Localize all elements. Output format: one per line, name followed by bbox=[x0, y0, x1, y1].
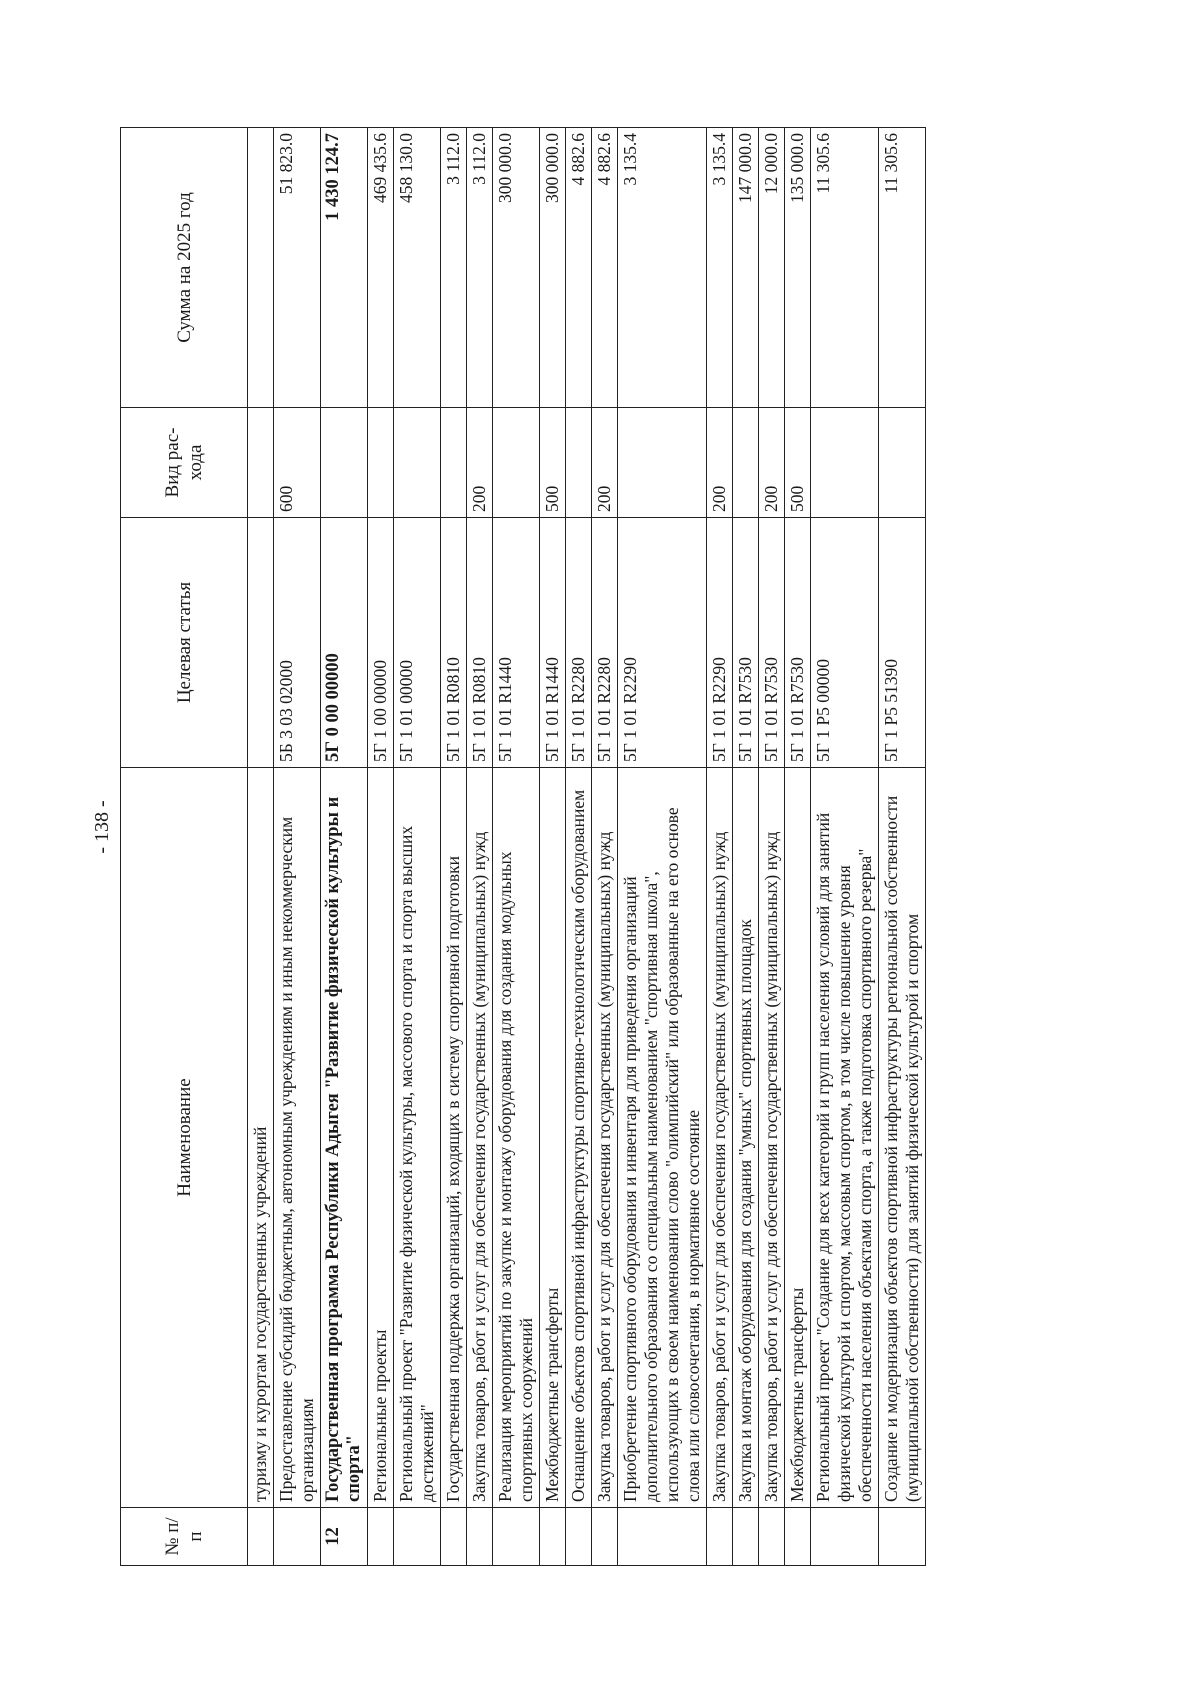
table-row bbox=[441, 128, 467, 1566]
cell-vid bbox=[879, 408, 926, 518]
cell-num bbox=[733, 1508, 759, 1566]
cell-num bbox=[759, 1508, 785, 1566]
table-row bbox=[540, 128, 566, 1566]
cell-name: Закупка товаров, работ и услуг для обеспечения государственных (муниципальных) нужд bbox=[592, 768, 618, 1508]
cell-code: 5Г 1 01 R7530 bbox=[733, 518, 759, 768]
cell-num bbox=[540, 1508, 566, 1566]
cell-name: Приобретение спортивного оборудования и инвентаря для приведения организаций дополнительного образования со специальным наименованием "спортивная школа", использующих в своем наименовании слово "олимпийский" или образованные на его основе слова или словосочетания, в нормативное состояние bbox=[618, 768, 707, 1508]
cell-amount: 12 000.0 bbox=[759, 128, 785, 408]
cell-name: Закупка товаров, работ и услуг для обеспечения государственных (муниципальных) нужд bbox=[707, 768, 733, 1508]
cell-num bbox=[493, 1508, 540, 1566]
table-row bbox=[592, 128, 618, 1566]
cell-name: Межбюджетные трансферты bbox=[785, 768, 811, 1508]
cell-vid bbox=[618, 408, 707, 518]
cell-vid: 200 bbox=[759, 408, 785, 518]
cell-vid bbox=[368, 408, 394, 518]
cell-name: Государственная программа Республики Адыгея "Развитие физической культуры и спорта" bbox=[321, 768, 368, 1508]
cell-name: Закупка товаров, работ и услуг для обеспечения государственных (муниципальных) нужд bbox=[759, 768, 785, 1508]
cell-num bbox=[592, 1508, 618, 1566]
cell-vid bbox=[248, 408, 274, 518]
cell-vid: 200 bbox=[707, 408, 733, 518]
table-row bbox=[707, 128, 733, 1566]
cell-num bbox=[566, 1508, 592, 1566]
cell-num bbox=[394, 1508, 441, 1566]
header-num: № п/п bbox=[121, 1508, 248, 1566]
cell-amount: 135 000.0 bbox=[785, 128, 811, 408]
cell-amount: 3 135.4 bbox=[618, 128, 707, 408]
cell-name: туризму и курортам государственных учреждений bbox=[248, 768, 274, 1508]
cell-code: 5Г 1 01 R0810 bbox=[441, 518, 467, 768]
table-row bbox=[733, 128, 759, 1566]
cell-code: 5Г 1 01 R1440 bbox=[540, 518, 566, 768]
cell-num bbox=[467, 1508, 493, 1566]
cell-amount: 11 305.6 bbox=[811, 128, 879, 408]
table-row bbox=[759, 128, 785, 1566]
cell-vid bbox=[321, 408, 368, 518]
cell-amount bbox=[248, 128, 274, 408]
cell-code: 5Г 1 01 00000 bbox=[394, 518, 441, 768]
table-header-row bbox=[121, 128, 248, 1566]
header-vid: Вид рас- хода bbox=[121, 408, 248, 518]
cell-code: 5Б 3 03 02000 bbox=[274, 518, 321, 768]
cell-amount: 51 823.0 bbox=[274, 128, 321, 408]
cell-code bbox=[248, 518, 274, 768]
cell-amount: 458 130.0 bbox=[394, 128, 441, 408]
cell-num bbox=[441, 1508, 467, 1566]
header-amount: Сумма на 2025 год bbox=[121, 128, 248, 408]
cell-code: 5Г 1 Р5 51390 bbox=[879, 518, 926, 768]
header-name: Наименование bbox=[121, 768, 248, 1508]
cell-num bbox=[618, 1508, 707, 1566]
cell-code: 5Г 1 01 R1440 bbox=[493, 518, 540, 768]
cell-vid: 200 bbox=[467, 408, 493, 518]
cell-amount: 4 882.6 bbox=[566, 128, 592, 408]
cell-num bbox=[274, 1508, 321, 1566]
table-body bbox=[248, 128, 926, 1566]
cell-amount: 300 000.0 bbox=[540, 128, 566, 408]
cell-name: Региональные проекты bbox=[368, 768, 394, 1508]
cell-vid bbox=[441, 408, 467, 518]
table-row bbox=[879, 128, 926, 1566]
cell-name: Региональный проект "Создание для всех категорий и групп населения условий для занятий физической культурой и спортом, массовым спортом, в том числе повышение уровня обеспеченности населения объектами спорта, а также подготовка спортивного резерва" bbox=[811, 768, 879, 1508]
cell-amount: 300 000.0 bbox=[493, 128, 540, 408]
cell-code: 5Г 1 01 R2280 bbox=[592, 518, 618, 768]
cell-amount: 469 435.6 bbox=[368, 128, 394, 408]
cell-amount: 11 305.6 bbox=[879, 128, 926, 408]
cell-code: 5Г 1 01 R0810 bbox=[467, 518, 493, 768]
cell-num bbox=[707, 1508, 733, 1566]
cell-name: Государственная поддержка организаций, входящих в систему спортивной подготовки bbox=[441, 768, 467, 1508]
table-row bbox=[493, 128, 540, 1566]
page-number: - 138 - bbox=[91, 800, 113, 854]
cell-name: Реализация мероприятий по закупке и монтажу оборудования для создания модульных спортивных сооружений bbox=[493, 768, 540, 1508]
cell-code: 5Г 1 01 R7530 bbox=[759, 518, 785, 768]
cell-vid: 600 bbox=[274, 408, 321, 518]
cell-num bbox=[879, 1508, 926, 1566]
cell-amount: 3 112.0 bbox=[467, 128, 493, 408]
cell-amount: 4 882.6 bbox=[592, 128, 618, 408]
header-code: Целевая статья bbox=[121, 518, 248, 768]
cell-name: Закупка товаров, работ и услуг для обеспечения государственных (муниципальных) нужд bbox=[467, 768, 493, 1508]
table-row bbox=[566, 128, 592, 1566]
cell-vid bbox=[493, 408, 540, 518]
cell-num bbox=[785, 1508, 811, 1566]
cell-vid bbox=[733, 408, 759, 518]
cell-code: 5Г 1 01 R2290 bbox=[707, 518, 733, 768]
table-row bbox=[394, 128, 441, 1566]
cell-name: Региональный проект "Развитие физической культуры, массового спорта и спорта высших достижений" bbox=[394, 768, 441, 1508]
cell-vid: 200 bbox=[592, 408, 618, 518]
budget-table-container bbox=[120, 128, 1060, 1566]
cell-vid bbox=[811, 408, 879, 518]
cell-vid: 500 bbox=[540, 408, 566, 518]
budget-table bbox=[120, 127, 926, 1566]
cell-name: Предоставление субсидий бюджетным, автономным учреждениям и иным некоммерческим организациям bbox=[274, 768, 321, 1508]
cell-vid bbox=[566, 408, 592, 518]
cell-code: 5Г 1 00 00000 bbox=[368, 518, 394, 768]
cell-name: Создание и модернизация объектов спортивной инфраструктуры региональной собственности (муниципальной собственности) для занятий физической культурой и спортом bbox=[879, 768, 926, 1508]
cell-num bbox=[811, 1508, 879, 1566]
cell-code: 5Г 1 01 R2290 bbox=[618, 518, 707, 768]
cell-num: 12 bbox=[321, 1508, 368, 1566]
cell-name: Закупка и монтаж оборудования для создания "умных" спортивных площадок bbox=[733, 768, 759, 1508]
cell-code: 5Г 1 Р5 00000 bbox=[811, 518, 879, 768]
table-row bbox=[618, 128, 707, 1566]
cell-amount: 3 135.4 bbox=[707, 128, 733, 408]
cell-code: 5Г 1 01 R7530 bbox=[785, 518, 811, 768]
cell-code: 5Г 1 01 R2280 bbox=[566, 518, 592, 768]
cell-amount: 3 112.0 bbox=[441, 128, 467, 408]
table-row bbox=[368, 128, 394, 1566]
table-row bbox=[248, 128, 274, 1566]
cell-amount: 147 000.0 bbox=[733, 128, 759, 408]
cell-name: Оснащение объектов спортивной инфраструктуры спортивно-технологическим оборудованием bbox=[566, 768, 592, 1508]
cell-code: 5Г 0 00 00000 bbox=[321, 518, 368, 768]
table-row bbox=[274, 128, 321, 1566]
cell-name: Межбюджетные трансферты bbox=[540, 768, 566, 1508]
cell-num bbox=[248, 1508, 274, 1566]
cell-vid: 500 bbox=[785, 408, 811, 518]
table-row bbox=[467, 128, 493, 1566]
cell-vid bbox=[394, 408, 441, 518]
cell-amount: 1 430 124.7 bbox=[321, 128, 368, 408]
table-row bbox=[811, 128, 879, 1566]
table-row bbox=[321, 128, 368, 1566]
table-row bbox=[785, 128, 811, 1566]
cell-num bbox=[368, 1508, 394, 1566]
